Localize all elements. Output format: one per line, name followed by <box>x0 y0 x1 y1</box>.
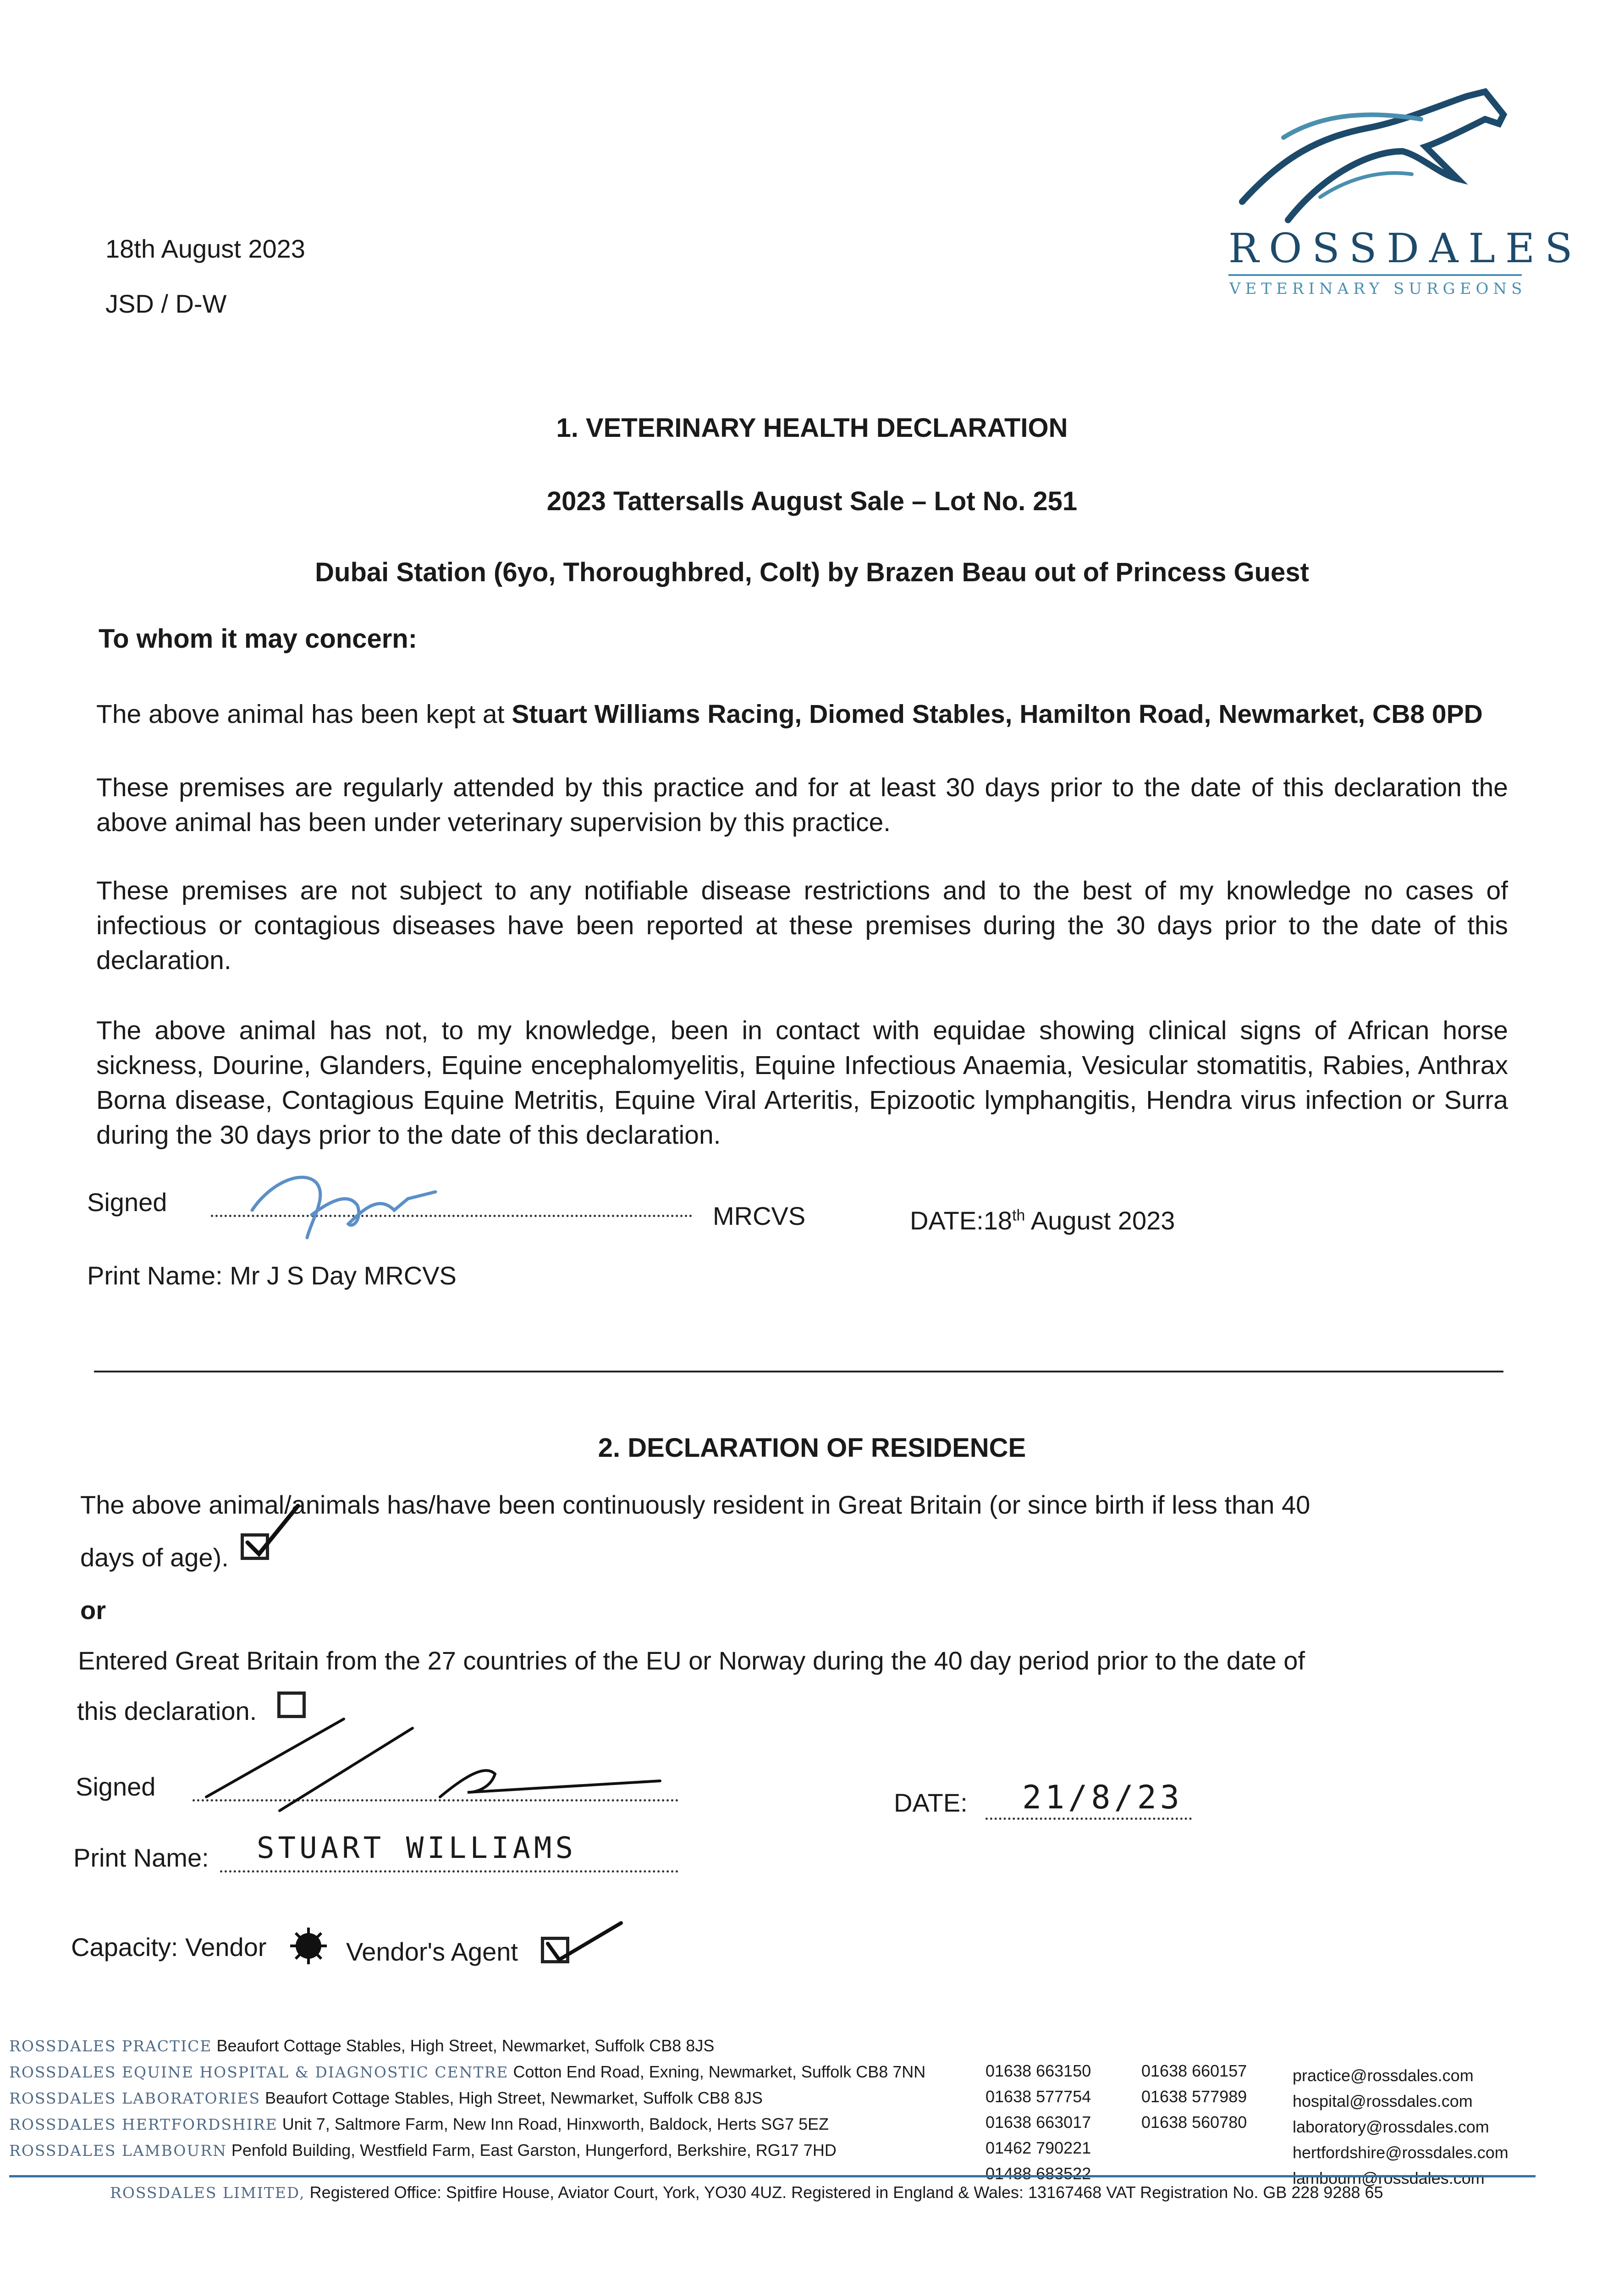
residence-option1-line2: days of age). <box>80 1543 229 1572</box>
footer-tel: 01638 663150 <box>985 2061 1091 2080</box>
residence-option1-line1: The above animal/animals has/have been continuously resident in Great Britain (or since birth if less than 40 <box>80 1490 1310 1519</box>
footer-emails <box>1293 2063 1508 2191</box>
footer-faxes <box>1141 2058 1247 2135</box>
vendor-scribble-icon <box>288 1925 329 1967</box>
logo-name: ROSSDALES <box>1228 225 1583 272</box>
footer-tel: 01488 683522 <box>985 2164 1091 2183</box>
vendor-print-name-handwritten: STUART WILLIAMS <box>257 1831 577 1865</box>
footer-email[interactable]: lambourn@rossdales.com <box>1293 2169 1485 2187</box>
footer-email[interactable]: laboratory@rossdales.com <box>1293 2117 1489 2136</box>
para-restrictions: These premises are not subject to any notifiable disease restrictions and to the best of my knowledge no cases of infectious or contagious diseases have been reported at these premises during the 30 days prior to the date of this declaration. <box>96 876 1508 975</box>
registered-details: Registered Office: Spitfire House, Aviator Court, York, YO30 4UZ. Registered in England & Wales: 13167468 VAT Registration No. GB 228 9288 65 <box>309 2183 1383 2202</box>
vendor-date-handwritten: 21/8/23 <box>1022 1779 1184 1816</box>
footer-tel: 01638 577754 <box>985 2087 1091 2106</box>
footer-tel: 01638 663017 <box>985 2113 1091 2132</box>
vendor-signature <box>193 1705 697 1824</box>
para-contact: The above animal has not, to my knowledge, been in contact with equidae showing clinical signs of African horse sickness, Dourine, Glanders, Equine encephalomyelitis, Equine Infectious Anaemia, Vesicular stomatitis, Rabies, Anthrax Borna disease, Contagious Equine Metritis, Equine Viral Arteritis, Epizootic lymphangitis, Hendra virus infection or Surra during the 30 days prior to the date of this declaration. <box>96 1016 1508 1150</box>
vendor-print-name-line <box>220 1866 678 1873</box>
footer-email[interactable]: hertfordshire@rossdales.com <box>1293 2143 1508 2162</box>
vet-print-name: Print Name: Mr J S Day MRCVS <box>87 1261 457 1290</box>
rossdales-logo <box>1210 87 1583 316</box>
logo-tagline: VETERINARY SURGEONS <box>1229 280 1527 298</box>
footer-rule <box>9 2175 1536 2177</box>
kept-prefix: The above animal has been kept at <box>96 700 512 729</box>
footer-site-row: ROSSDALES LAMBOURN Penfold Building, Westfield Farm, East Garston, Hungerford, Berkshire, RG17 7HD <box>9 2141 837 2160</box>
vet-date-suffix: th <box>1012 1207 1025 1224</box>
horse-logo-icon <box>1228 87 1522 225</box>
footer-tel: 01462 790221 <box>985 2138 1091 2157</box>
capacity-label: Capacity: Vendor <box>71 1933 267 1961</box>
footer-fax: 01638 660157 <box>1141 2061 1247 2080</box>
footer-site-row: ROSSDALES PRACTICE Beaufort Cottage Stables, High Street, Newmarket, Suffolk CB8 8JS <box>9 2036 715 2055</box>
registered-company: ROSSDALES LIMITED, <box>110 2184 305 2202</box>
kept-location: Stuart Williams Racing, Diomed Stables, Hamilton Road, Newmarket, CB8 0PD <box>512 700 1483 729</box>
vet-signed-label: Signed <box>87 1188 167 1217</box>
footer-site-row: ROSSDALES LABORATORIES Beaufort Cottage Stables, High Street, Newmarket, Suffolk CB8 8JS <box>9 2088 763 2107</box>
section1-animal: Dubai Station (6yo, Thoroughbred, Colt) by Brazen Beau out of Princess Guest <box>315 557 1309 587</box>
footer-registered <box>110 2180 1383 2206</box>
section1-title: 1. VETERINARY HEALTH DECLARATION <box>556 413 1068 443</box>
section2-title: 2. DECLARATION OF RESIDENCE <box>598 1433 1026 1463</box>
vendor-date-label: DATE: <box>894 1788 968 1817</box>
section-divider <box>94 1371 1503 1372</box>
vet-mrcvs: MRCVS <box>713 1201 806 1230</box>
footer-sites <box>9 2033 985 2164</box>
salutation: To whom it may concern: <box>99 624 418 654</box>
footer-email[interactable]: hospital@rossdales.com <box>1293 2092 1473 2110</box>
residence-option2-line1: Entered Great Britain from the 27 countries of the EU or Norway during the 40 day period prior to the date of <box>78 1646 1305 1675</box>
residence-or: or <box>80 1596 106 1625</box>
footer-fax: 01638 560780 <box>1141 2113 1247 2132</box>
footer-site-row: ROSSDALES HERTFORDSHIRE Unit 7, Saltmore Farm, New Inn Road, Hinxworth, Baldock, Herts SG7 5EZ <box>9 2115 829 2133</box>
vendor-print-name-label: Print Name: <box>73 1843 209 1872</box>
letter-date: 18th August 2023 <box>105 234 305 263</box>
vendor-signed-label: Signed <box>76 1772 156 1801</box>
vet-signature <box>243 1155 445 1242</box>
letter-reference: JSD / D-W <box>105 289 227 318</box>
footer-fax: 01638 577989 <box>1141 2087 1247 2106</box>
checkmark-icon <box>238 1499 303 1563</box>
logo-divider <box>1228 274 1522 276</box>
section1-sale: 2023 Tattersalls August Sale – Lot No. 251 <box>546 486 1078 516</box>
vet-date-day: 18 <box>983 1206 1013 1235</box>
vet-date-rest: August 2023 <box>1025 1206 1175 1235</box>
para-supervision: These premises are regularly attended by this practice and for at least 30 days prior to the date of this declaration the above animal has been under veterinary supervision by this practice. <box>96 773 1508 837</box>
agent-checkmark-icon <box>539 1916 630 1971</box>
vet-date <box>910 1206 1175 1235</box>
footer-email[interactable]: practice@rossdales.com <box>1293 2066 1474 2085</box>
footer-telephones <box>985 2058 1091 2187</box>
vet-date-label: DATE: <box>910 1206 984 1235</box>
residence-option2-line2: this declaration. <box>77 1697 257 1725</box>
footer-site-row: ROSSDALES EQUINE HOSPITAL & DIAGNOSTIC CENTRE Cotton End Road, Exning, Newmarket, Suffolk CB8 7NN <box>9 2062 926 2081</box>
kept-at-line <box>96 697 1517 732</box>
vendors-agent-label: Vendor's Agent <box>346 1937 518 1966</box>
